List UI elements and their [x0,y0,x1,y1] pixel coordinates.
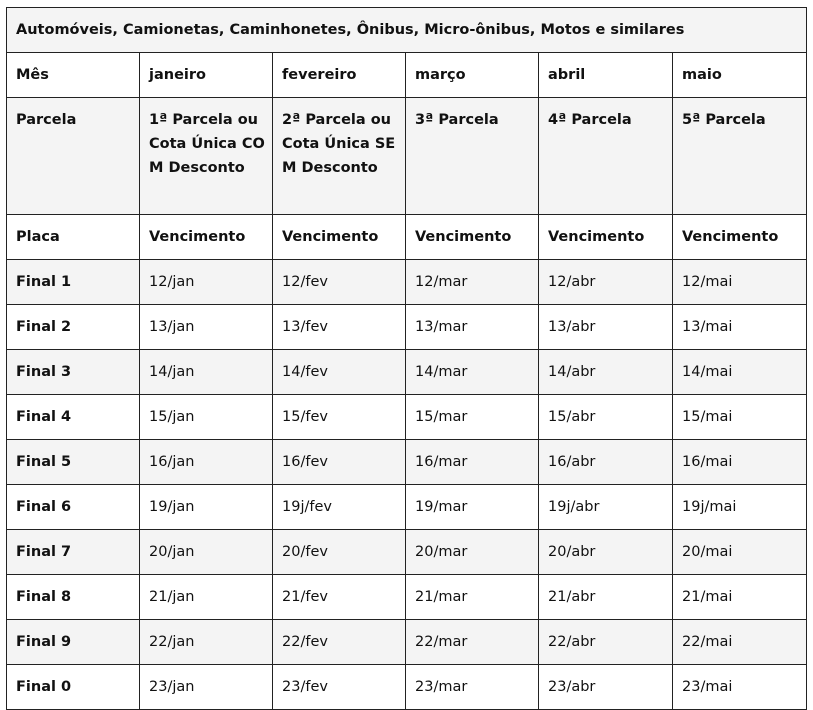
table-row [7,620,807,665]
vencimento-cell: Vencimento [539,215,673,260]
due-date-cell: 16/jan [140,440,273,485]
due-date-cell: 19j/fev [273,485,406,530]
due-date-cell: 22/abr [539,620,673,665]
vencimento-cell: Vencimento [140,215,273,260]
due-date-cell: 22/mai [673,620,807,665]
header-cell-month: janeiro [140,53,273,98]
table-row [7,440,807,485]
due-date-cell: 13/abr [539,305,673,350]
header-cell-month: maio [673,53,807,98]
due-date-cell: 23/mar [406,665,539,710]
due-date-cell: 19j/abr [539,485,673,530]
due-date-cell: 23/jan [140,665,273,710]
vencimento-cell: Vencimento [273,215,406,260]
vencimento-cell: Vencimento [406,215,539,260]
month-header-row [7,53,807,98]
due-date-cell: 14/mai [673,350,807,395]
placa-final-cell: Final 8 [7,575,140,620]
due-date-cell: 19/mar [406,485,539,530]
due-date-cell: 21/fev [273,575,406,620]
table-row [7,485,807,530]
parcela-cell: 4ª Parcela [539,98,673,215]
table-row [7,575,807,620]
placa-final-cell: Final 2 [7,305,140,350]
table-row [7,395,807,440]
due-date-cell: 15/mar [406,395,539,440]
due-date-cell: 20/mar [406,530,539,575]
due-date-cell: 12/mar [406,260,539,305]
placa-final-cell: Final 3 [7,350,140,395]
due-date-cell: 16/mai [673,440,807,485]
due-date-cell: 14/abr [539,350,673,395]
header-cell-month: março [406,53,539,98]
due-date-cell: 21/mai [673,575,807,620]
due-date-cell: 14/fev [273,350,406,395]
due-date-cell: 15/jan [140,395,273,440]
due-date-cell: 13/jan [140,305,273,350]
due-date-cell: 12/jan [140,260,273,305]
due-date-cell: 15/abr [539,395,673,440]
table-title: Automóveis, Camionetas, Caminhonetes, Ônibus, Micro-ônibus, Motos e similares [7,8,807,53]
due-date-cell: 16/abr [539,440,673,485]
parcela-cell: 3ª Parcela [406,98,539,215]
table-row [7,530,807,575]
title-row [7,8,807,53]
table-row [7,260,807,305]
due-date-cell: 21/mar [406,575,539,620]
parcela-row [7,98,807,215]
table-row [7,350,807,395]
parcela-cell: 1ª Parcela ou Cota Única COM Desconto [140,98,273,215]
due-date-cell: 22/jan [140,620,273,665]
due-date-cell: 23/abr [539,665,673,710]
parcela-cell: 2ª Parcela ou Cota Única SEM Desconto [273,98,406,215]
due-date-cell: 20/jan [140,530,273,575]
due-date-cell: 20/mai [673,530,807,575]
placa-final-cell: Final 6 [7,485,140,530]
due-date-cell: 13/mar [406,305,539,350]
due-date-cell: 23/fev [273,665,406,710]
parcela-cell-label: Parcela [7,98,140,215]
table-row [7,665,807,710]
due-date-cell: 23/mai [673,665,807,710]
due-date-cell: 16/mar [406,440,539,485]
parcela-cell: 5ª Parcela [673,98,807,215]
placa-final-cell: Final 9 [7,620,140,665]
due-date-cell: 21/jan [140,575,273,620]
due-date-cell: 14/mar [406,350,539,395]
due-date-cell: 15/fev [273,395,406,440]
due-date-cell: 21/abr [539,575,673,620]
due-date-cell: 14/jan [140,350,273,395]
vencimento-cell-label: Placa [7,215,140,260]
placa-final-cell: Final 7 [7,530,140,575]
due-date-cell: 19/jan [140,485,273,530]
due-date-cell: 22/mar [406,620,539,665]
vencimento-cell: Vencimento [673,215,807,260]
due-date-cell: 20/fev [273,530,406,575]
header-cell-month: abril [539,53,673,98]
placa-final-cell: Final 0 [7,665,140,710]
due-date-cell: 22/fev [273,620,406,665]
ipva-schedule-table [6,7,807,710]
vencimento-row [7,215,807,260]
due-date-cell: 13/fev [273,305,406,350]
placa-final-cell: Final 1 [7,260,140,305]
due-date-cell: 12/mai [673,260,807,305]
placa-final-cell: Final 4 [7,395,140,440]
header-cell-label: Mês [7,53,140,98]
due-date-cell: 12/fev [273,260,406,305]
table-row [7,305,807,350]
header-cell-month: fevereiro [273,53,406,98]
due-date-cell: 13/mai [673,305,807,350]
placa-final-cell: Final 5 [7,440,140,485]
due-date-cell: 12/abr [539,260,673,305]
due-date-cell: 15/mai [673,395,807,440]
due-date-cell: 20/abr [539,530,673,575]
due-date-cell: 16/fev [273,440,406,485]
due-date-cell: 19j/mai [673,485,807,530]
